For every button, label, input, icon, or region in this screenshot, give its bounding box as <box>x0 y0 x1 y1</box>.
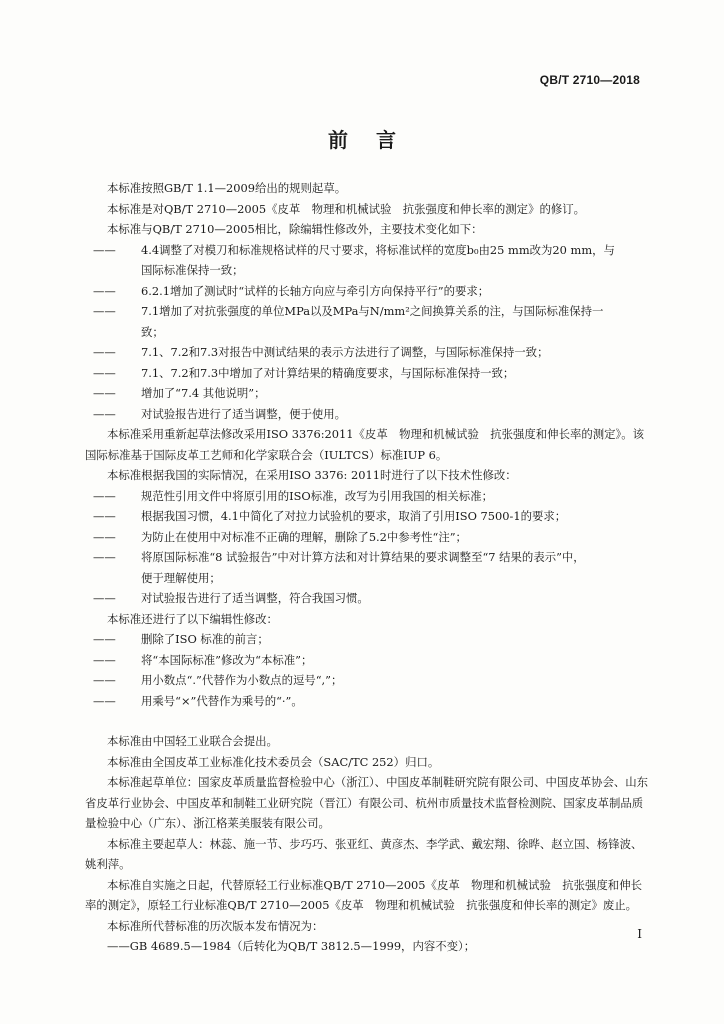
dash-marker: —— <box>93 304 116 318</box>
list-item: —— 删除了ISO 标准的前言； <box>85 629 650 650</box>
list-item-continuation: 便于理解使用； <box>141 570 221 585</box>
dash-marker: —— <box>93 550 116 564</box>
page-title: 前言 <box>328 128 424 152</box>
dash-marker: —— <box>93 673 116 687</box>
list-item: —— 规范性引用文件中将原引用的ISO标准，改写为引用我国的相关标准； <box>85 486 650 507</box>
list-item-continuation: 致； <box>141 324 164 339</box>
paragraph: 本标准所代替标准的历次版本发布情况为： <box>107 918 324 933</box>
standard-code: QB/T 2710—2018 <box>539 73 640 87</box>
paragraph: 本标准起草单位：国家皮革质量监督检验中心（浙江）、中国皮革制鞋研究院有限公司、中国皮革协会、山东省皮革行业协会、中国皮革和制鞋工业研究院（晋江）有限公司、杭州市质量技术监督检测院、国家皮革制品质量检验中心（广东）、浙江格莱美服装有限公司。 <box>85 775 649 830</box>
list-item: —— 7.1、7.2和7.3对报告中测试结果的表示方法进行了调整，与国际标准保持一致； <box>85 342 650 363</box>
dash-marker: —— <box>93 345 116 359</box>
list-item: —— 根据我国习惯，4.1中简化了对拉力试验机的要求，取消了引用ISO 7500-1的要求； <box>85 506 650 527</box>
paragraph: 本标准按照GB/T 1.1—2009给出的规则起草。 <box>107 181 347 195</box>
dash-marker: —— <box>93 242 116 257</box>
list-item: —— 用小数点“.”代替作为小数点的逗号“,”； <box>85 670 650 691</box>
list-item-continuation: 国际标准保持一致； <box>141 263 244 277</box>
paragraph: 本标准根据我国的实际情况，在采用ISO 3376: 2011时进行了以下技术性修改： <box>107 468 517 482</box>
dash-marker: —— <box>93 693 116 708</box>
list-item: —— 4.4调整了对模刀和标准规格试样的尺寸要求，将标准试样的宽度b₀由25 mm改为20 mm，与 <box>85 240 650 261</box>
paragraph: 本标准采用重新起草法修改采用ISO 3376:2011《皮革 物理和机械试验 抗张强度和伸长率的测定》。该国际标准基于国际皮革工艺师和化学家联合会（IULTCS）标准IUP 6。 <box>85 427 645 462</box>
list-item: —— 对试验报告进行了适当调整，便于使用。 <box>85 404 650 425</box>
list-item: —— 将“本国际标准”修改为“本标准”； <box>85 650 650 671</box>
dash-marker: —— <box>93 283 116 298</box>
dash-marker: —— <box>93 652 116 667</box>
list-item: —— 用乘号“×”代替作为乘号的“·”。 <box>85 691 650 712</box>
foreword-body <box>85 178 650 957</box>
list-item: —— 将原国际标准“8 试验报告”中对计算方法和对计算结果的要求调整至“7 结果的表示”中， <box>85 547 650 568</box>
dash-marker: —— <box>93 632 116 646</box>
list-item: —— 为防止在使用中对标准不正确的理解，删除了5.2中参考性“注”； <box>85 527 650 548</box>
paragraph: 本标准自实施之日起，代替原轻工行业标准QB/T 2710—2005《皮革 物理和机械试验 抗张强度和伸长率的测定》，原轻工行业标准QB/T 2710—2005《皮革 物理和机械试验 抗张强度和伸长率的测定》废止。 <box>85 877 642 912</box>
dash-marker: —— <box>93 591 116 605</box>
dash-marker: —— <box>93 488 116 503</box>
paragraph: 本标准与QB/T 2710—2005相比，除编辑性修改外，主要技术变化如下： <box>107 222 483 236</box>
paragraph: 本标准由全国皮革工业标准化技术委员会（SAC/TC 252）归口。 <box>107 754 440 769</box>
paragraph: 本标准主要起草人：林蕊、施一节、步巧巧、张亚红、黄彦杰、李学武、戴宏翔、徐晔、赵立国、杨锋波、姚利萍。 <box>85 836 643 871</box>
paragraph: 本标准是对QB/T 2710—2005《皮革 物理和机械试验 抗张强度和伸长率的测定》的修订。 <box>107 201 586 216</box>
list-item: —— 7.1增加了对抗张强度的单位MPa以及MPa与N/mm²之间换算关系的注，与国际标准保持一 <box>85 301 650 322</box>
dash-marker: —— <box>93 406 116 421</box>
list-item: —— 7.1、7.2和7.3中增加了对计算结果的精确度要求，与国际标准保持一致； <box>85 363 650 384</box>
list-item: —— 对试验报告进行了适当调整，符合我国习惯。 <box>85 588 650 609</box>
page-number: I <box>637 927 642 941</box>
dash-marker: —— <box>93 386 116 400</box>
dash-marker: —— <box>93 509 116 523</box>
dash-marker: —— <box>93 529 116 544</box>
list-item: —— 6.2.1增加了测试时“试样的长轴方向应与牵引方向保持平行”的要求； <box>85 281 650 302</box>
dash-marker: —— <box>93 365 116 380</box>
paragraph: 本标准由中国轻工业联合会提出。 <box>107 734 278 748</box>
list-item: —— 增加了“7.4 其他说明”； <box>85 383 650 404</box>
list-item: ——GB 4689.5—1984（后转化为QB/T 3812.5—1999，内容不变）； <box>107 939 476 953</box>
paragraph: 本标准还进行了以下编辑性修改： <box>107 611 278 626</box>
spacer <box>85 711 650 731</box>
